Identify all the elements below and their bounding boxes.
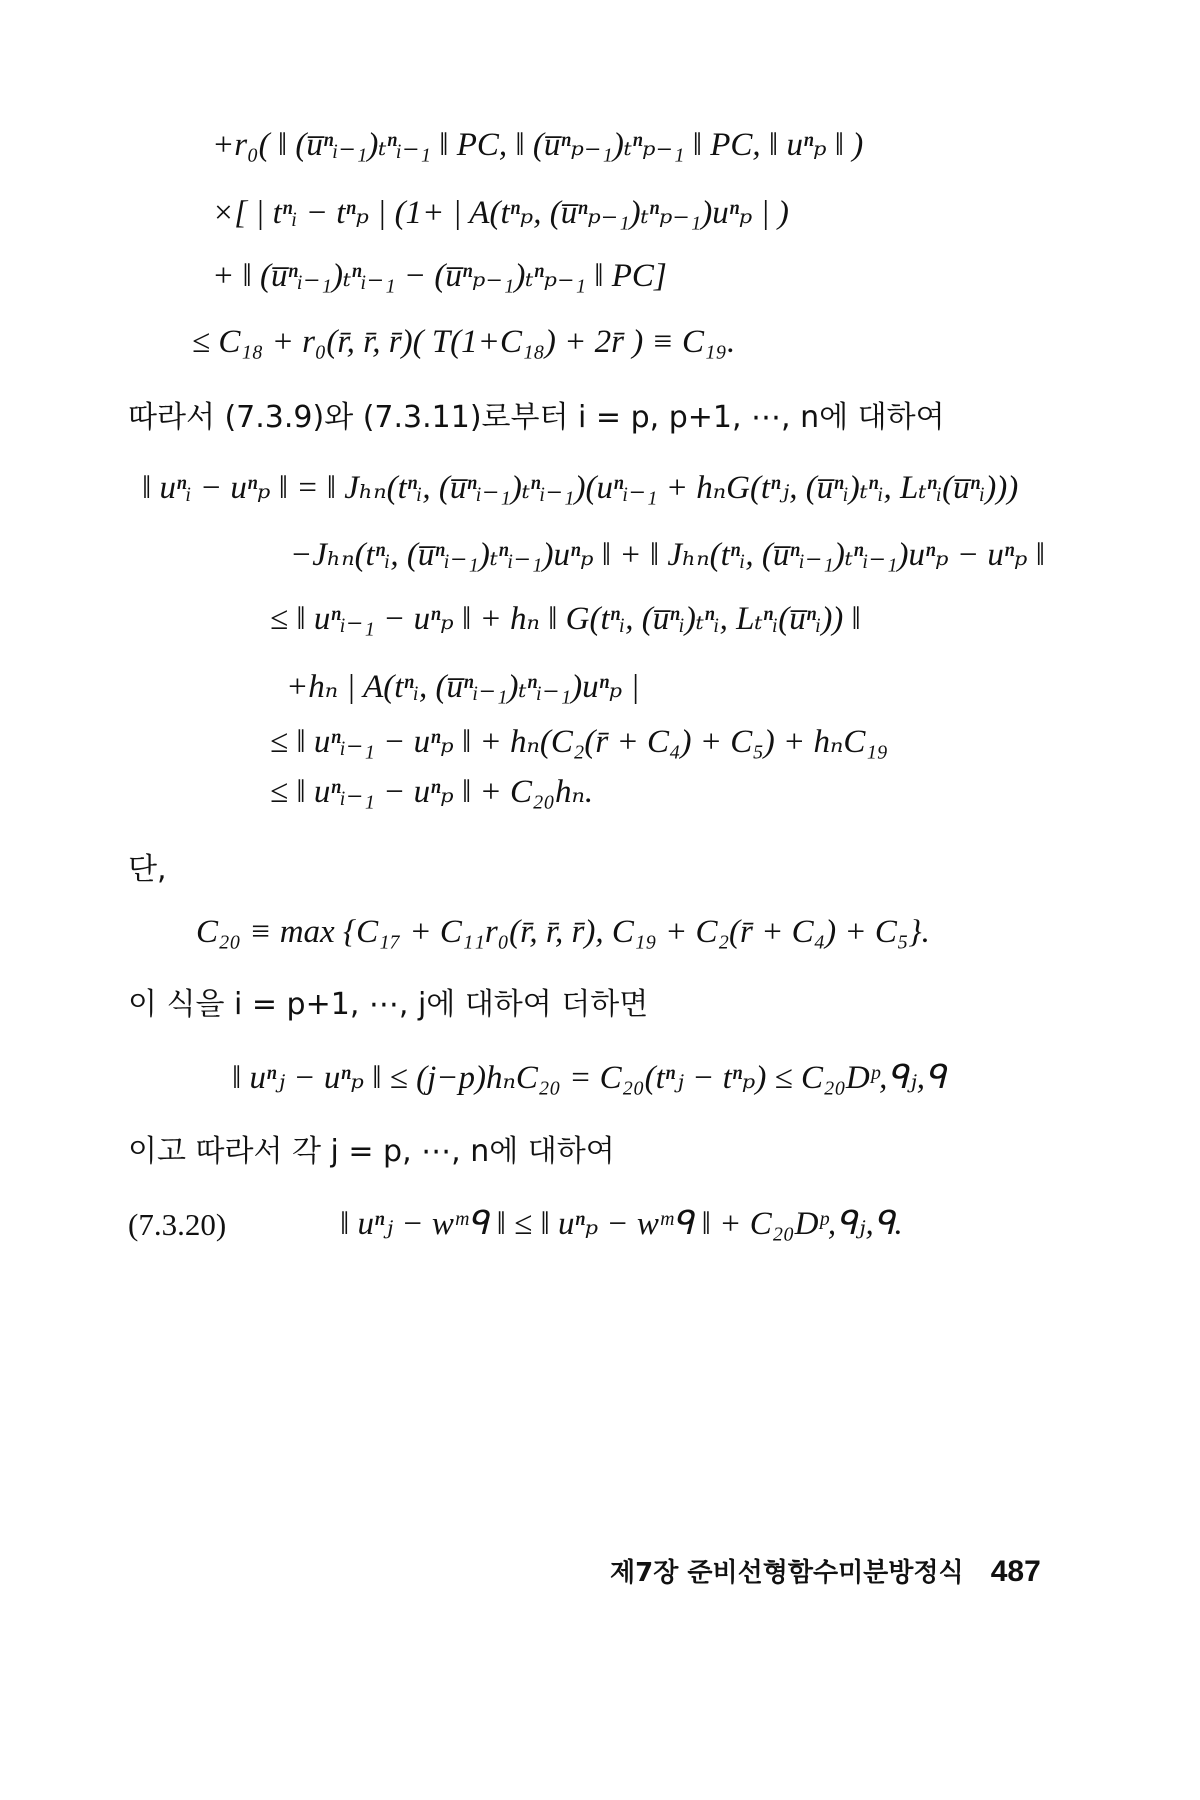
equation-line-1: +r₀( ‖ (u̅ⁿᵢ₋₁)ₜⁿᵢ₋₁ ‖ PC, ‖ (u̅ⁿₚ₋₁)ₜⁿₚ₋₁ ‖ PC, ‖ uⁿₚ ‖ ) <box>212 127 864 163</box>
chapter-title: 제7장 준비선형함수미분방정식 <box>610 1558 964 1588</box>
body-text-4: 이고 따라서 각 j = p, ⋯, n에 대하여 <box>128 1134 615 1169</box>
equation-number: (7.3.20) <box>128 1207 227 1242</box>
body-text-1: 따라서 (7.3.9)와 (7.3.11)로부터 i = p, p+1, ⋯, n에 대하여 <box>128 400 945 435</box>
body-text-2: 단, <box>128 852 167 887</box>
equation-line-9: ≤ ‖ uⁿᵢ₋₁ − uⁿₚ ‖ + hₙ(C₂(r̄ + C₄) + C₅) + hₙC₁₉ <box>270 724 889 760</box>
equation-line-10: ≤ ‖ uⁿᵢ₋₁ − uⁿₚ ‖ + C₂₀hₙ. <box>270 774 594 810</box>
equation-line-5: ‖ uⁿᵢ − uⁿₚ ‖ = ‖ Jₕₙ(tⁿᵢ, (u̅ⁿᵢ₋₁)ₜⁿᵢ₋₁)(uⁿᵢ₋₁ + hₙG(tⁿⱼ, (u̅ⁿᵢ)ₜⁿᵢ, Lₜⁿᵢ(u̅ⁿᵢ))) <box>142 470 1019 506</box>
body-text-3: 이 식을 i = p+1, ⋯, j에 대하여 더하면 <box>128 987 649 1022</box>
equation-line-12: ‖ uⁿⱼ − uⁿₚ ‖ ≤ (j−p)hₙC₂₀ = C₂₀(tⁿⱼ − tⁿₚ) ≤ C₂₀Dᵖ,ᑫⱼ,ᑫ <box>232 1060 946 1096</box>
equation-line-4: ≤ C₁₈ + r₀(r̄, r̄, r̄)( T(1+C₁₈) + 2r̄ ) ≡ C₁₉. <box>192 324 736 360</box>
page-number: 487 <box>990 1555 1041 1588</box>
equation-line-13: ‖ uⁿⱼ − wᵐᑫ ‖ ≤ ‖ uⁿₚ − wᵐᑫ ‖ + C₂₀Dᵖ,ᑫⱼ,ᑫ. <box>340 1206 903 1242</box>
equation-line-11: C₂₀ ≡ max {C₁₇ + C₁₁r₀(r̄, r̄, r̄), C₁₉ + C₂(r̄ + C₄) + C₅}. <box>196 914 930 950</box>
equation-line-7: ≤ ‖ uⁿᵢ₋₁ − uⁿₚ ‖ + hₙ ‖ G(tⁿᵢ, (u̅ⁿᵢ)ₜⁿᵢ, Lₜⁿᵢ(u̅ⁿᵢ)) ‖ <box>270 601 861 637</box>
page-footer <box>610 1552 1041 1589</box>
equation-line-2: ×[ | tⁿᵢ − tⁿₚ | (1+ | A(tⁿₚ, (u̅ⁿₚ₋₁)ₜⁿₚ₋₁)uⁿₚ | ) <box>212 195 789 231</box>
equation-line-3: + ‖ (u̅ⁿᵢ₋₁)ₜⁿᵢ₋₁ − (u̅ⁿₚ₋₁)ₜⁿₚ₋₁ ‖ PC] <box>212 258 667 294</box>
equation-line-8: +hₙ | A(tⁿᵢ, (u̅ⁿᵢ₋₁)ₜⁿᵢ₋₁)uⁿₚ | <box>286 669 640 705</box>
equation-line-6: −Jₕₙ(tⁿᵢ, (u̅ⁿᵢ₋₁)ₜⁿᵢ₋₁)uⁿₚ ‖ + ‖ Jₕₙ(tⁿᵢ, (u̅ⁿᵢ₋₁)ₜⁿᵢ₋₁)uⁿₚ − uⁿₚ ‖ <box>290 537 1045 573</box>
